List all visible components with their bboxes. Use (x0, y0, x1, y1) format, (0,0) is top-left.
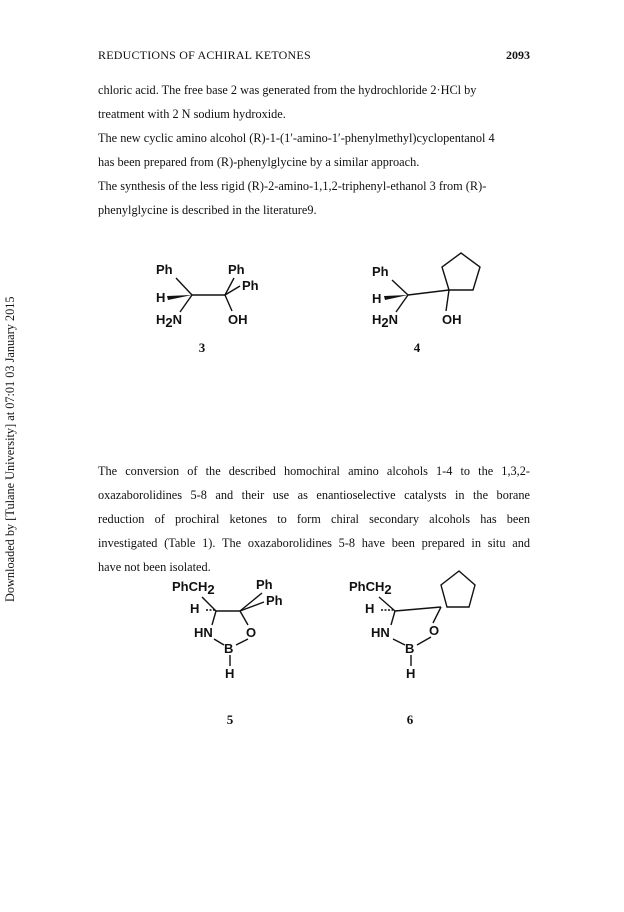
s4-oh: OH (442, 312, 462, 327)
compound-label-4: 4 (413, 340, 421, 355)
paragraph-1 (98, 78, 530, 126)
p4-line-1: The synthesis of the less rigid (R)-2-amino-1,1,2-triphenyl-ethanol 3 from (R)- (98, 179, 487, 193)
s3-oh: OH (228, 312, 248, 327)
s4-h: H (372, 291, 382, 306)
s6-o: O (429, 623, 440, 638)
s4-cyclopentane (442, 253, 480, 290)
s4-bond-oh (446, 290, 449, 311)
paragraph-3: has been prepared from (R)-phenylglycine by a similar approach. (98, 155, 420, 169)
s5-bond-ph1 (240, 593, 262, 611)
p1-line-1: chloric acid. The free base 2 was generated from the hydrochloride 2·HCl by (98, 83, 477, 97)
s5-bond-bn (202, 597, 216, 611)
s6-bond-bn (379, 597, 395, 611)
compound-label-5: 5 (226, 712, 234, 727)
structure-6 (345, 565, 485, 685)
paragraph-4 (98, 174, 530, 222)
s4-amine: H2N (372, 312, 399, 330)
s5-bond-nb (214, 639, 224, 645)
s4-bond-n (396, 295, 408, 312)
paragraph-5 (98, 459, 530, 579)
s6-bond-cc (395, 607, 441, 611)
s3-amine: H2N (156, 312, 183, 330)
s3-ph-1: Ph (156, 262, 173, 277)
s5-bond-ph2 (240, 602, 264, 611)
s6-h: H (365, 601, 375, 616)
page-number: 2093 (506, 48, 530, 62)
s6-bh: H (406, 666, 416, 681)
s5-h: H (190, 601, 200, 616)
s3-bond-oh (225, 295, 232, 311)
paragraph-2: The new cyclic amino alcohol (R)-1-(1′-amino-1′-phenylmethyl)cyclopentanol 4 (98, 131, 495, 145)
s6-bond-co (433, 607, 441, 623)
s4-bond-ph (392, 280, 408, 295)
s3-h: H (156, 290, 166, 305)
s5-bond-co (240, 611, 248, 625)
s3-ph-3: Ph (242, 278, 259, 293)
s4-bond-cc (408, 290, 449, 295)
running-head: REDUCTIONS OF ACHIRAL KETONES (98, 48, 311, 62)
structure-4 (368, 248, 498, 333)
p5-line-2: oxazaborolidines 5-8 and their use as enantioselective catalysts in the borane (98, 488, 530, 502)
s6-benzyl: PhCH2 (349, 579, 392, 597)
s6-hn: HN (371, 625, 390, 640)
s6-bond-nb (393, 639, 405, 645)
p1-line-2: treatment with 2 N sodium hydroxide. (98, 107, 286, 121)
s5-hn: HN (194, 625, 213, 640)
s5-ph-1: Ph (256, 577, 273, 592)
s6-b: B (405, 641, 415, 656)
s3-ph-2: Ph (228, 262, 245, 277)
s5-bh: H (225, 666, 235, 681)
structure-3 (150, 258, 280, 333)
s5-bond-ob (236, 639, 248, 645)
compound-label-3: 3 (198, 340, 206, 355)
p4-line-2: phenylglycine is described in the literature9. (98, 203, 317, 217)
p5-line-4: investigated (Table 1). The oxazaborolidines 5-8 have been prepared in situ and (98, 536, 530, 550)
s5-benzyl: PhCH2 (172, 579, 215, 597)
page-header (98, 48, 530, 64)
s5-o: O (246, 625, 257, 640)
s4-ph: Ph (372, 264, 389, 279)
p5-line-5: have not been isolated. (98, 560, 211, 574)
download-watermark: Downloaded by [Tulane University] at 07:01 03 January 2015 (3, 296, 17, 602)
s3-bond-ph1 (176, 278, 192, 295)
s5-b: B (224, 641, 234, 656)
s5-ph-2: Ph (266, 593, 283, 608)
s6-bond-ob (417, 637, 431, 645)
s6-cyclopentane (441, 571, 475, 607)
compound-label-6: 6 (406, 712, 414, 727)
structure-5 (168, 575, 298, 685)
s5-bond-cn (212, 611, 216, 625)
s6-bond-cn (391, 611, 395, 625)
p5-line-3: reduction of prochiral ketones to form chiral secondary alcohols has been (98, 512, 530, 526)
p5-line-1: The conversion of the described homochiral amino alcohols 1-4 to the 1,3,2- (98, 464, 530, 478)
s3-bond-n (180, 295, 192, 312)
